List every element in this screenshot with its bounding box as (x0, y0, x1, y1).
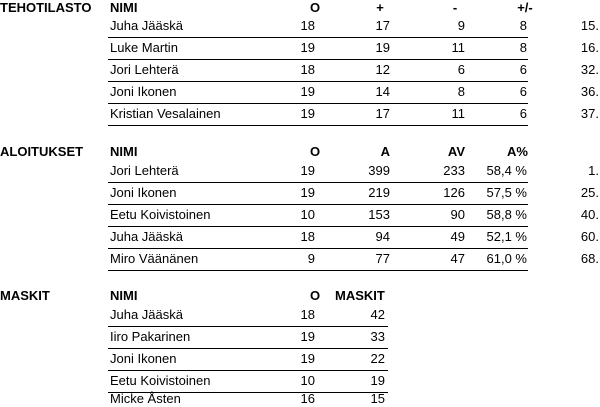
cell-o: 19 (300, 185, 315, 200)
cell-minus: 8 (457, 84, 465, 99)
cell-plus: 17 (375, 106, 390, 121)
cell-rank: 40. (580, 207, 599, 222)
row-divider (108, 370, 388, 371)
row-divider (108, 37, 528, 38)
cell-o: 18 (300, 62, 315, 77)
cell-plus: 12 (375, 62, 390, 77)
header-nimi: NIMI (110, 288, 138, 303)
cell-rank: 68. (580, 251, 599, 266)
cell-o: 9 (307, 251, 315, 266)
cell-plusminus: 8 (519, 40, 527, 55)
cell-minus: 11 (451, 106, 465, 121)
cell-a: 94 (375, 229, 390, 244)
cell-o: 16 (300, 391, 315, 406)
cell-rank: 32. (580, 62, 599, 77)
section-title: ALOITUKSET (0, 144, 84, 159)
cell-name: Luke Martin (110, 40, 178, 55)
cell-minus: 9 (457, 18, 465, 33)
cell-name: Eetu Koivistoinen (110, 207, 211, 222)
cell-a: 399 (368, 163, 390, 178)
cell-a-percent: 57,5 % (486, 185, 527, 200)
row-divider (108, 81, 528, 82)
header-nimi: NIMI (110, 144, 138, 159)
cell-name: Joni Ikonen (110, 84, 177, 99)
row-divider (108, 204, 528, 205)
header-plus: + (376, 0, 384, 15)
cell-a-percent: 58,4 % (486, 163, 527, 178)
cell-av: 47 (450, 251, 465, 266)
cell-a: 153 (368, 207, 390, 222)
cell-av: 126 (443, 185, 465, 200)
row-divider (108, 182, 528, 183)
cell-o: 10 (300, 207, 315, 222)
header-maskit: MASKIT (335, 288, 385, 303)
cell-a: 77 (375, 251, 390, 266)
cell-o: 19 (300, 84, 315, 99)
section-title: MASKIT (0, 288, 50, 303)
header-a-percent: A% (507, 144, 528, 159)
cell-o: 19 (300, 163, 315, 178)
header-nimi: NIMI (110, 0, 138, 15)
cell-rank: 60. (580, 229, 599, 244)
cell-name: Joni Ikonen (110, 351, 177, 366)
row-divider (108, 125, 528, 126)
cell-plus: 14 (375, 84, 390, 99)
header-o: O (309, 0, 321, 15)
header-plusminus: +/- (517, 0, 533, 15)
cell-o: 19 (300, 329, 315, 344)
cell-a-percent: 52,1 % (486, 229, 527, 244)
cell-o: 18 (300, 307, 315, 322)
row-divider (108, 270, 528, 271)
cell-plus: 19 (375, 40, 390, 55)
cell-rank: 25. (580, 185, 599, 200)
cell-name: Joni Ikonen (110, 185, 177, 200)
cell-rank: 16. (580, 40, 599, 55)
row-divider (108, 103, 528, 104)
cell-name: Eetu Koivistoinen (110, 373, 211, 388)
row-divider (108, 326, 388, 327)
cell-o: 18 (300, 229, 315, 244)
cell-name: Jori Lehterä (110, 62, 179, 77)
row-divider (108, 248, 528, 249)
cell-av: 233 (443, 163, 465, 178)
row-divider (108, 59, 528, 60)
cell-name: Iiro Pakarinen (110, 329, 191, 344)
cell-name: Juha Jääskä (110, 18, 183, 33)
cell-plusminus: 8 (519, 18, 527, 33)
cell-o: 19 (300, 106, 315, 121)
cell-plus: 17 (375, 18, 390, 33)
header-minus: - (452, 0, 458, 15)
cell-a: 219 (368, 185, 390, 200)
cell-maskit: 22 (370, 351, 385, 366)
cell-name: Miro Väänänen (110, 251, 199, 266)
cell-name: Kristian Vesalainen (110, 106, 221, 121)
cell-o: 19 (300, 351, 315, 366)
cell-maskit: 19 (370, 373, 385, 388)
cell-av: 90 (450, 207, 465, 222)
cell-minus: 11 (451, 40, 465, 55)
cell-a-percent: 61,0 % (486, 251, 527, 266)
cell-maskit: 33 (370, 329, 385, 344)
header-o: O (309, 288, 321, 303)
cell-name: Juha Jääskä (110, 229, 183, 244)
cell-rank: 36. (580, 84, 599, 99)
cell-plusminus: 6 (519, 62, 527, 77)
row-divider (108, 348, 388, 349)
header-av: AV (447, 144, 465, 159)
cell-name: Micke Åsten (110, 391, 181, 406)
section-title: TEHOTILASTO (0, 0, 92, 15)
cell-minus: 6 (457, 62, 465, 77)
cell-a-percent: 58,8 % (486, 207, 527, 222)
cell-maskit: 15 (370, 391, 385, 406)
header-a: A (380, 144, 390, 159)
cell-rank: 1. (588, 163, 599, 178)
cell-o: 18 (300, 18, 315, 33)
cell-maskit: 42 (370, 307, 385, 322)
cell-o: 10 (300, 373, 315, 388)
cell-rank: 37. (580, 106, 599, 121)
row-divider (108, 226, 528, 227)
cell-name: Juha Jääskä (110, 307, 183, 322)
cell-name: Jori Lehterä (110, 163, 179, 178)
header-o: O (309, 144, 321, 159)
cell-rank: 15. (580, 18, 599, 33)
cell-av: 49 (450, 229, 465, 244)
cell-o: 19 (300, 40, 315, 55)
cell-plusminus: 6 (519, 106, 527, 121)
cell-plusminus: 6 (519, 84, 527, 99)
